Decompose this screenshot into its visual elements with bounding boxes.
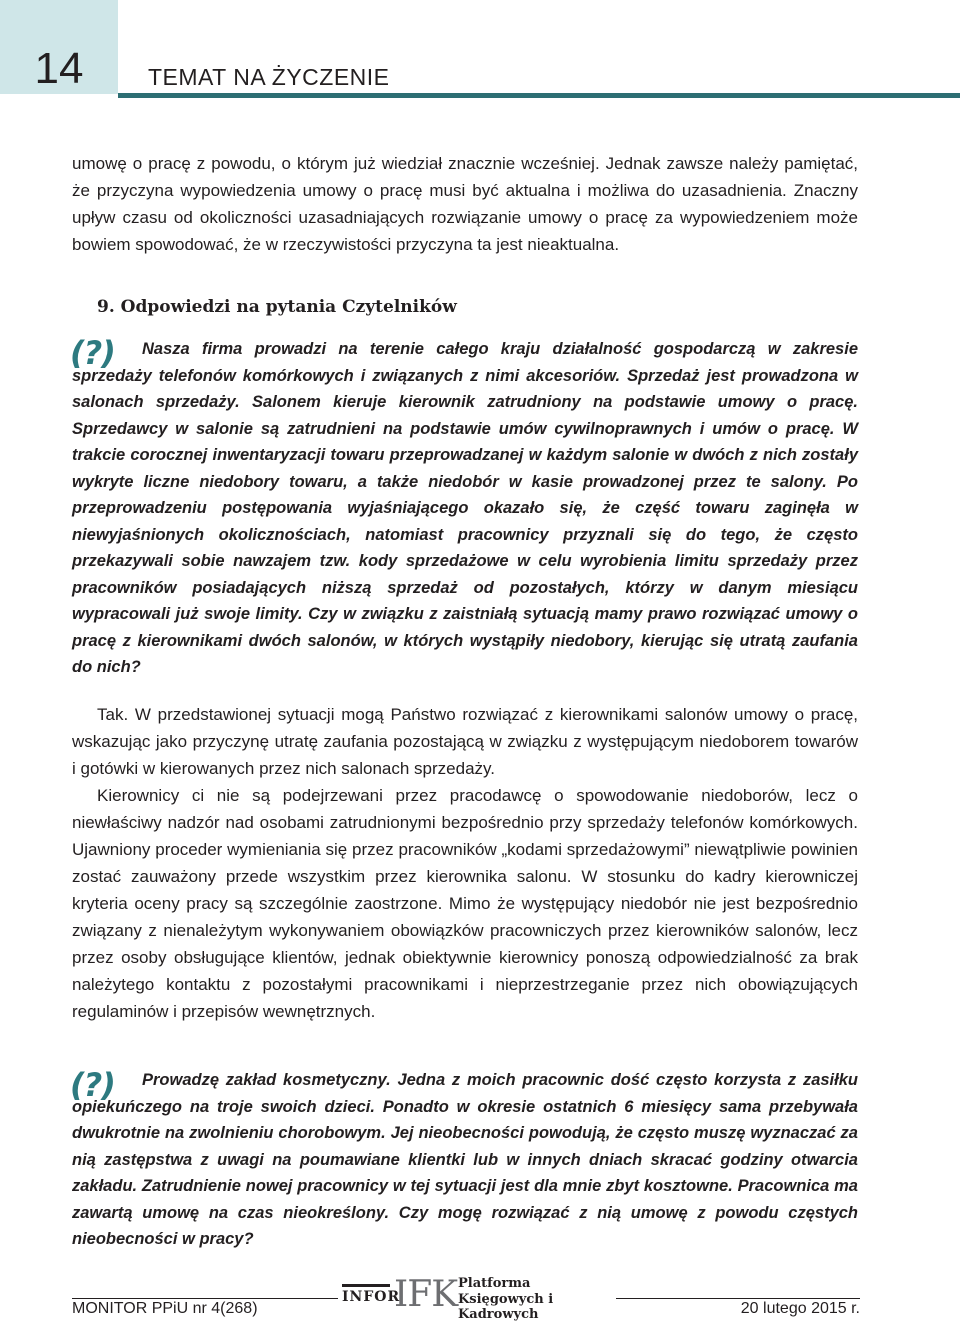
- section-title: TEMAT NA ŻYCZENIE: [148, 64, 390, 90]
- infor-logo-bar: [342, 1284, 390, 1287]
- question-2-text: Prowadzę zakład kosmetyczny. Jedna z moich pracownic dość często korzysta z zasiłku opiekuńczego na troje swoich dzieci. Ponadto w okresie ostatnich 6 miesięcy sama przebywała dwukrotnie na zwolnieniu chorobowym. Jej nieobecności powodują, że często muszę wyznaczać za nią zastępstwa z uwagi na poumawiane klientki lub w innych dniach skracać godziny otwarcia zakładu. Zatrudnienie nowej pracownicy w tej sytuacji jest dla mnie zbyt kosztowne. Pracownica ma zawartą umowę na czas nieokreślony. Czy mogę rozwiązać z nią umowę z powodu częstych nieobecności w pracy?: [72, 1071, 858, 1248]
- footer-publication: MONITOR PPiU nr 4(268): [72, 1300, 258, 1317]
- question-mark-icon: (?): [70, 334, 115, 372]
- intro-paragraph: umowę o pracę z powodu, o którym już wiedział znacznie wcześniej. Jednak zawsze należy pamiętać, że przyczyna wypowiedzenia umowy o pracę musi być aktualna i możliwa do uzasadnienia. Znaczny upływ czasu od okoliczności uzasadniających rozwiązanie umowy o pracę za wypowiedzeniem może bowiem spowodować, że w rzeczywistości przyczyna ta jest nieaktualna.: [72, 154, 858, 254]
- question-2: [72, 1067, 858, 1253]
- answer-1-paragraph: Kierownicy ci nie są podejrzewani przez pracodawcę o spowodowanie niedoborów, lecz o niewłaściwy nadzór nad osobami zatrudnionymi bezpośrednio przy sprzedaży telefonów komórkowych. Ujawniony proceder wymieniania się przez pracowników „kodami sprzedażowymi” niewątpliwie powinien zostać zauważony przede wszystkim przez kierownika salonu. W stosunku do kadry kierowniczej kryteria oceny pracy są szczególnie zaostrzone. Mimo że występujący niedobór nie jest bezpośrednio związany z nienależytym wykonywaniem obowiązków pracowniczych przez kierowników salonów, lecz przez osoby obsługujące klientów, jednak obiektywnie kierownicy ponoszą odpowiedzialność za brak należytego kontaktu z pozostałymi pracownikami i nieprzestrzeganie przez nich obowiązujących regulaminów i przepisów wewnętrznych.: [72, 786, 858, 1021]
- infor-logo-text: INFOR: [342, 1289, 401, 1305]
- question-mark-icon: (?): [70, 1066, 115, 1104]
- footer-date: 20 lutego 2015 r.: [740, 1300, 860, 1317]
- question-1: [72, 336, 858, 681]
- intro-paragraph-block: [72, 150, 858, 258]
- ifk-logo-text: IFK: [394, 1274, 458, 1315]
- logo-line-1: Platforma: [458, 1276, 531, 1291]
- footer-rule: [72, 1298, 338, 1299]
- question-1-text: Nasza firma prowadzi na terenie całego kraju działalność gospodarczą w zakresie sprzedaży telefonów komórkowych i związanych z nimi akcesoriów. Sprzedaż jest prowadzona w salonach sprzedaży. Salonem kieruje kierownik zatrudniony na podstawie umowy o pracę. Sprzedawcy w salonie są zatrudnieni na podstawie umów cywilnoprawnych i umów o pracę. W trakcie corocznej inwentaryzacji towaru przeprowadzanej w każdym salonie w dwóch z nich zostały wykryte liczne niedobory towaru, a także niedobór w kasie prowadzonej przez te salony. Po przeprowadzeniu postępowania wyjaśniającego okazało się, że część towaru zaginęła w niewyjaśnionych okolicznościach, natomiast pracownicy przyznali się do tego, że często przekazywali sobie nawzajem tzw. kody sprzedażowe w celu wyrobienia limitu sprzedaży przez pracowników posiadających niższą sprzedaż od pozostałych, którzy w danym miesiącu wypracowali już swoje limity. Czy w związku z zaistniałą sytuacją mamy prawo rozwiązać umowy o pracę z kierownikami dwóch salonów, w których wystąpiły niedobory, kierując się utratą zaufania do nich?: [72, 340, 858, 676]
- answer-1: [72, 701, 858, 1025]
- section-heading: 9. Odpowiedzi na pytania Czytelników: [97, 297, 457, 317]
- footer-rule: [616, 1298, 860, 1299]
- publisher-logo: [342, 1274, 614, 1322]
- answer-1-paragraph: Tak. W przedstawionej sytuacji mogą Państwo rozwiązać z kierownikami salonów umowy o pracę, wskazując jako przyczynę utratę zaufania pozostającą w związku z występującym niedoborem towarów i gotówki w kierowanych przez nich salonach sprzedaży.: [72, 705, 858, 778]
- page-number: 14: [34, 44, 84, 93]
- header-rule: [118, 93, 960, 98]
- logo-line-2: Księgowych i Kadrowych: [458, 1292, 554, 1322]
